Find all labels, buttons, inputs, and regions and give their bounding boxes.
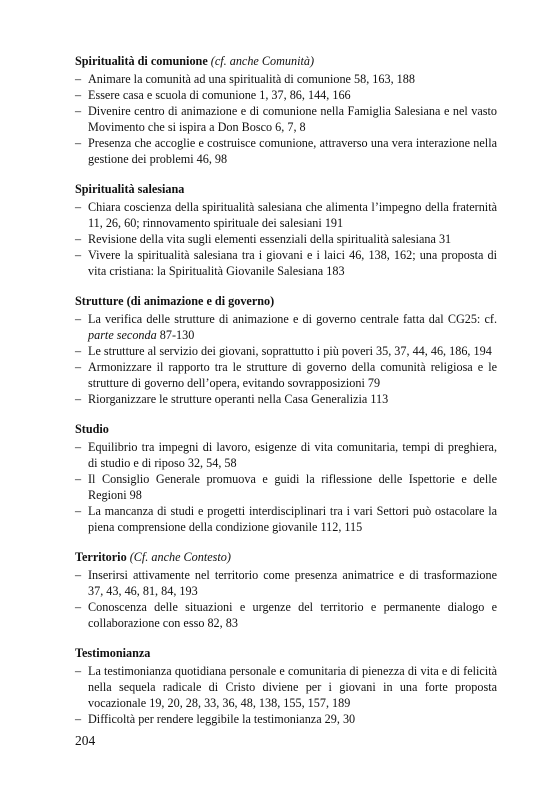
subentry-text: Le strutture al servizio dei giovani, soprattutto i più poveri 35, 37, 44, 46, 186, 194: [88, 344, 492, 358]
dash-bullet: –: [75, 472, 82, 486]
index-entry: [75, 549, 497, 631]
entry-title: Spiritualità di comunione: [75, 54, 208, 68]
subentry-text: Inserirsi attivamente nel territorio come presenza animatrice e di trasformazione 37, 43, 46, 81, 84, 193: [88, 568, 497, 598]
subentry-item: [75, 343, 497, 359]
subentry-text: Difficoltà per rendere leggibile la testimonianza 29, 30: [88, 712, 356, 726]
entry-heading: [75, 53, 497, 69]
cross-reference-note: (cf. anche Comunità): [210, 54, 315, 68]
subentry-item: [75, 599, 497, 631]
subentry-item: [75, 663, 497, 711]
index-entry: [75, 53, 497, 167]
index-entry: [75, 421, 497, 535]
subentry-item: [75, 503, 497, 535]
subentry-item: [75, 471, 497, 503]
subentry-item: [75, 311, 497, 343]
cross-reference-note: (Cf. anche Contesto): [129, 550, 231, 564]
subentry-list: [75, 439, 497, 535]
dash-bullet: –: [75, 312, 82, 326]
dash-bullet: –: [75, 200, 82, 214]
subentry-text: Essere casa e scuola di comunione 1, 37, 86, 144, 166: [88, 88, 351, 102]
subentry-item: [75, 135, 497, 167]
subentry-item: [75, 567, 497, 599]
entry-heading: [75, 181, 497, 197]
subentry-item: [75, 359, 497, 391]
subentry-text: Vivere la spiritualità salesiana tra i giovani e i laici 46, 138, 162; una proposta di vita cristiana: la Spiritualità Giovanile Salesiana 183: [88, 248, 497, 278]
subentry-list: [75, 311, 497, 407]
entry-title: Studio: [75, 422, 109, 436]
dash-bullet: –: [75, 232, 82, 246]
subentry-text: parte seconda: [88, 328, 157, 342]
subentry-text: 87-130: [156, 328, 195, 342]
entry-heading: [75, 293, 497, 309]
subentry-item: [75, 711, 497, 727]
entry-heading: [75, 549, 497, 565]
subentry-list: [75, 71, 497, 167]
subentry-item: [75, 199, 497, 231]
subentry-text: Il Consiglio Generale promuova e guidi la riflessione delle Ispettorie e delle Regioni 98: [88, 472, 497, 502]
entry-title: Territorio: [75, 550, 127, 564]
subentry-item: [75, 439, 497, 471]
dash-bullet: –: [75, 600, 82, 614]
entry-heading: [75, 421, 497, 437]
dash-bullet: –: [75, 568, 82, 582]
dash-bullet: –: [75, 344, 82, 358]
subentry-text: Equilibrio tra impegni di lavoro, esigenze di vita comunitaria, tempi di preghiera, di studio e di riposo 32, 54, 58: [88, 440, 497, 470]
subentry-text: La verifica delle strutture di animazione e di governo centrale fatta dal CG25: cf.: [88, 312, 497, 326]
dash-bullet: –: [75, 248, 82, 262]
subentry-text: Armonizzare il rapporto tra le strutture di governo della comunità religiosa e le strutture di governo dell’opera, evitando sovrapposizioni 79: [88, 360, 497, 390]
subentry-item: [75, 391, 497, 407]
index-entry: [75, 293, 497, 407]
subentry-text: Presenza che accoglie e costruisce comunione, attraverso una vera interazione nella gestione dei problemi 46, 98: [88, 136, 497, 166]
dash-bullet: –: [75, 104, 82, 118]
dash-bullet: –: [75, 88, 82, 102]
dash-bullet: –: [75, 664, 82, 678]
subentry-text: Riorganizzare le strutture operanti nella Casa Generalizia 113: [88, 392, 389, 406]
dash-bullet: –: [75, 360, 82, 374]
entry-title: Strutture (di animazione e di governo): [75, 294, 275, 308]
dash-bullet: –: [75, 504, 82, 518]
subentry-item: [75, 231, 497, 247]
index-entry: [75, 645, 497, 727]
dash-bullet: –: [75, 712, 82, 726]
entry-title: Testimonianza: [75, 646, 151, 660]
index-entry: [75, 181, 497, 279]
subentry-item: [75, 87, 497, 103]
subentry-text: Animare la comunità ad una spiritualità di comunione 58, 163, 188: [88, 72, 415, 86]
subentry-list: [75, 567, 497, 631]
entry-heading: [75, 645, 497, 661]
subentry-item: [75, 71, 497, 87]
subentry-text: La testimonianza quotidiana personale e comunitaria di pienezza di vita e di felicità nella sequela radicale di Cristo diviene per i giovani in una forte proposta vocazionale 19, 20, 28, 33, 36, 48, 138, 155, 157, 189: [88, 664, 497, 710]
subentry-text: Divenire centro di animazione e di comunione nella Famiglia Salesiana e nel vasto Movimento che si ispira a Don Bosco 6, 7, 8: [88, 104, 497, 134]
page-number: 204: [75, 733, 96, 748]
dash-bullet: –: [75, 392, 82, 406]
subentry-text: Revisione della vita sugli elementi essenziali della spiritualità salesiana 31: [88, 232, 452, 246]
subentry-text: Chiara coscienza della spiritualità salesiana che alimenta l’impegno della fraternità 11, 26, 60; rinnovamento spirituale dei salesiani 191: [88, 200, 497, 230]
dash-bullet: –: [75, 72, 82, 86]
subentry-list: [75, 663, 497, 727]
subentry-list: [75, 199, 497, 279]
entry-title: Spiritualità salesiana: [75, 182, 185, 196]
dash-bullet: –: [75, 136, 82, 150]
subentry-text: Conoscenza delle situazioni e urgenze del territorio e permanente dialogo e collaborazione con esso 82, 83: [88, 600, 497, 630]
dash-bullet: –: [75, 440, 82, 454]
subentry-text: La mancanza di studi e progetti interdisciplinari tra i vari Settori può ostacolare la piena comprensione della condizione giovanile 112, 115: [88, 504, 497, 534]
subentry-item: [75, 103, 497, 135]
subentry-item: [75, 247, 497, 279]
index-page-content: [75, 53, 497, 741]
